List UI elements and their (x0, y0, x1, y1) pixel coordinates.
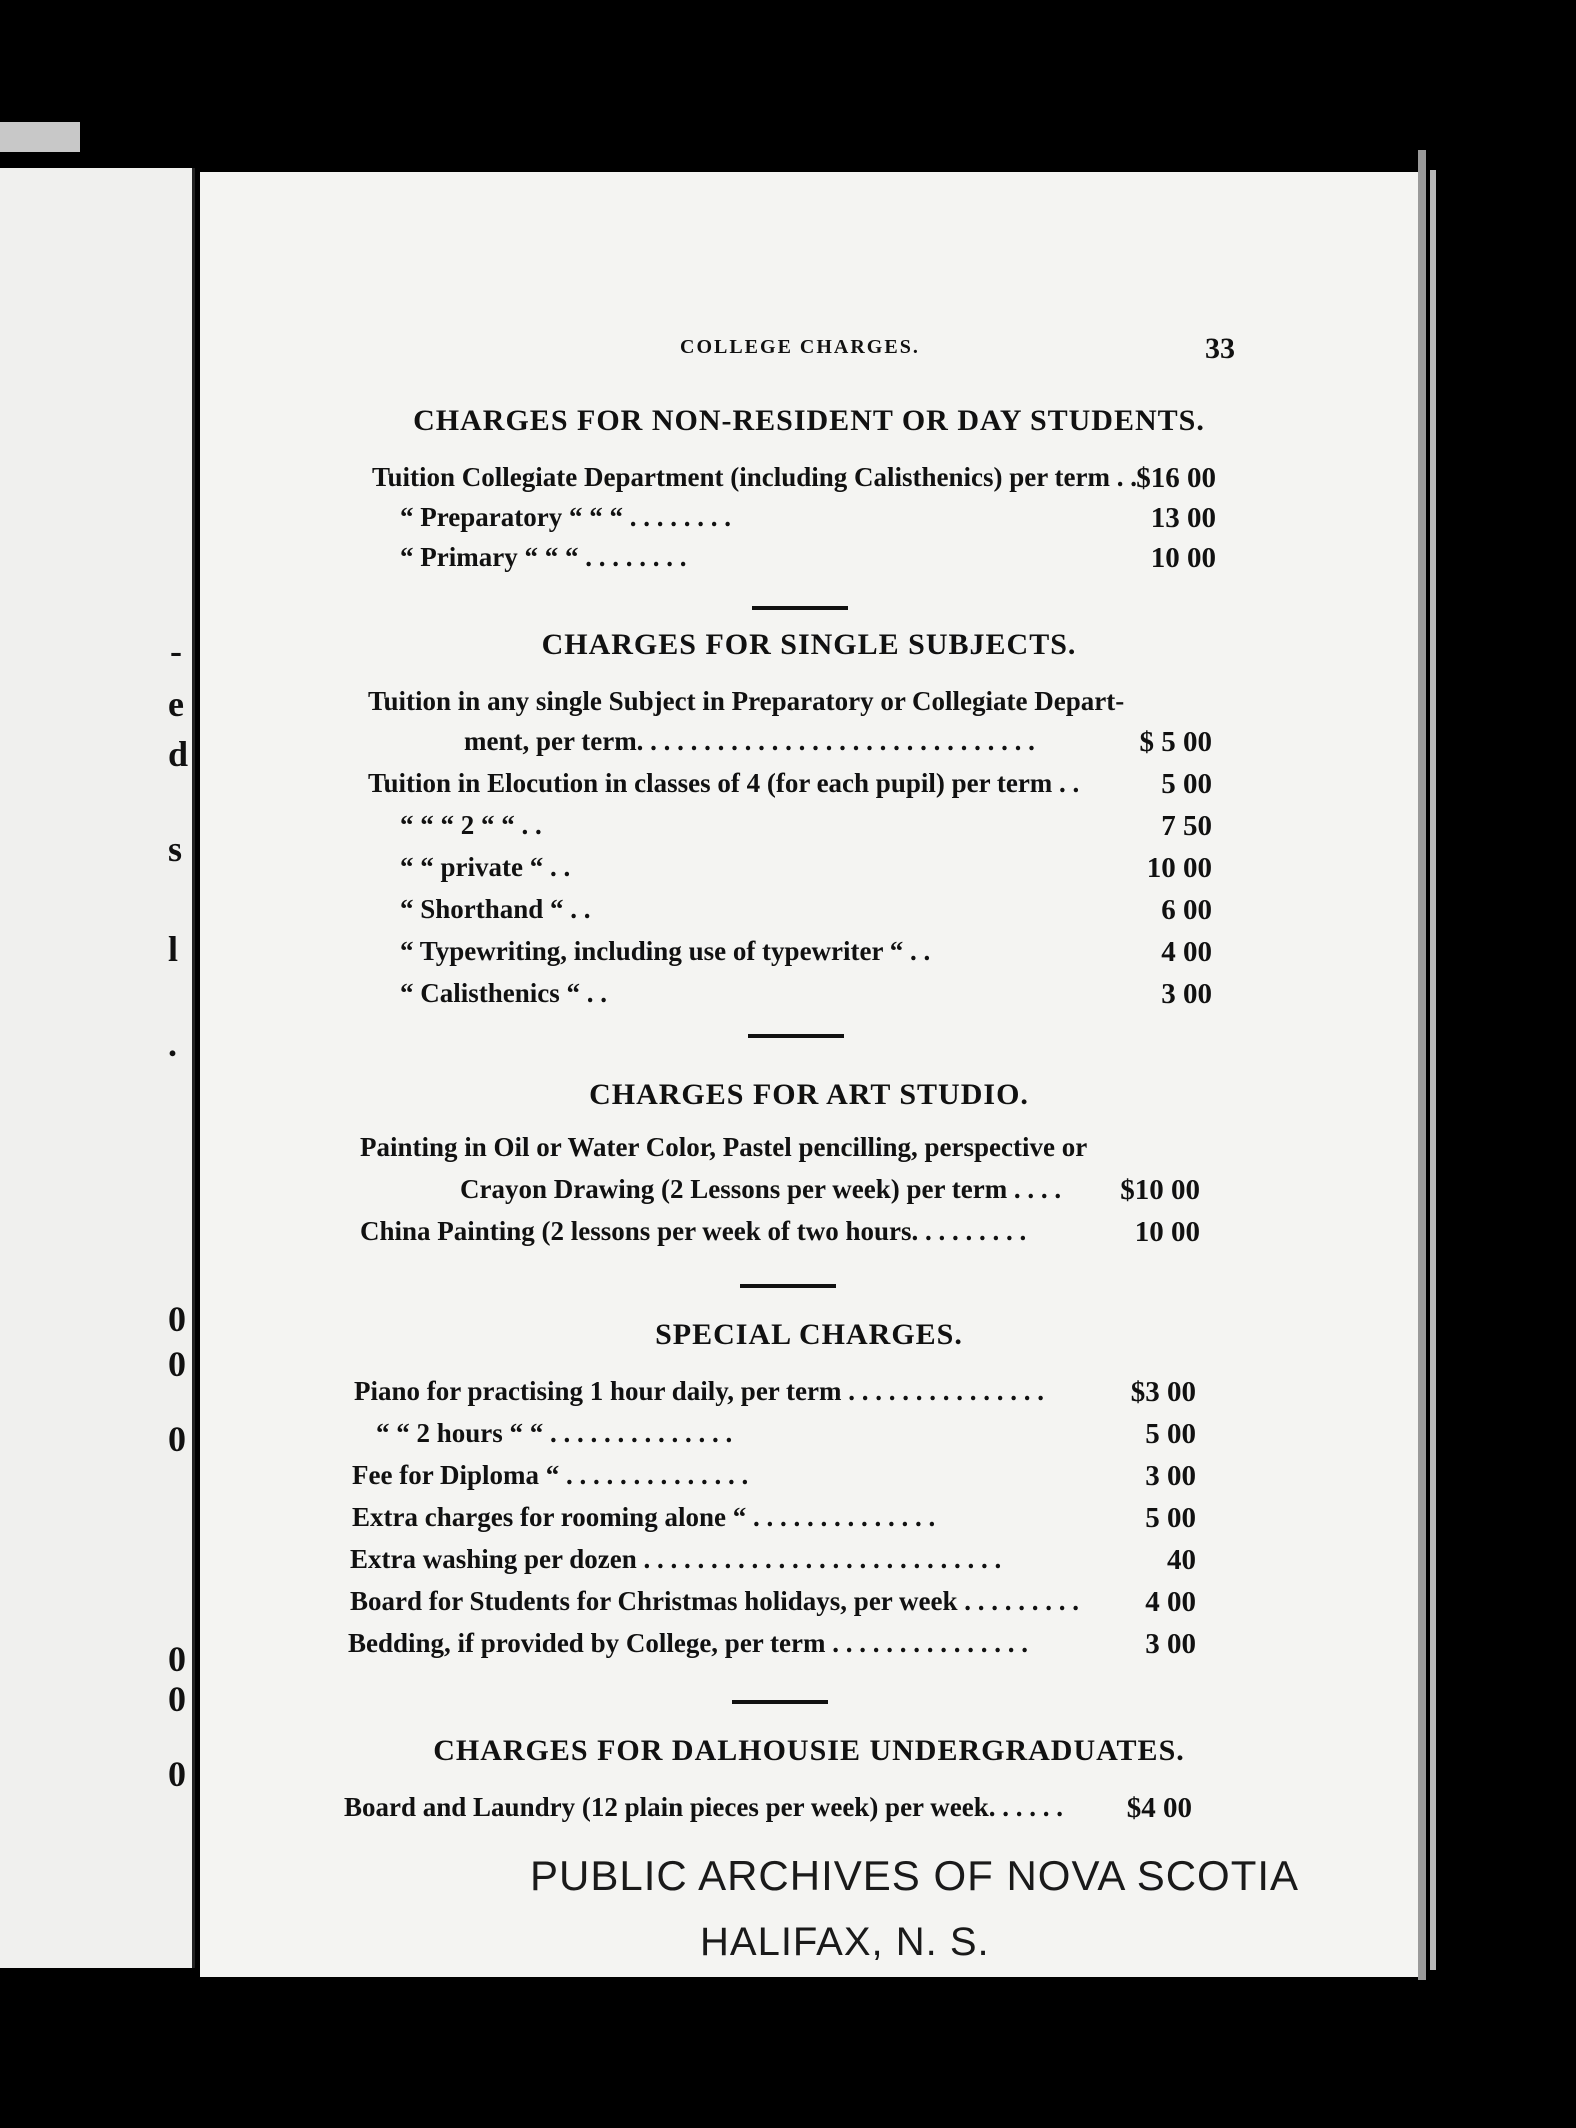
left-fragment: 0 (168, 1299, 186, 1339)
left-fragment: l (168, 929, 179, 969)
charge-amount: 40 (1167, 1544, 1196, 1576)
charge-amount: 3 00 (1145, 1628, 1196, 1660)
charge-amount: 5 00 (1145, 1502, 1196, 1534)
charge-amount: 7 50 (1161, 810, 1212, 842)
section-title: SPECIAL CHARGES. (655, 1318, 963, 1351)
charge-amount: $3 00 (1130, 1376, 1196, 1408)
section-rule (732, 1700, 828, 1704)
charge-line: “ “ private “ . . (400, 852, 571, 882)
charge-line: Tuition Collegiate Department (including Calisthenics) per term . . (372, 462, 1137, 492)
charge-line: “ Primary “ “ “ . . . . . . . . (400, 542, 687, 572)
charge-line: Extra charges for rooming alone “ . . . . . . . . . . . . . . (352, 1502, 936, 1532)
section-rule (748, 1034, 844, 1038)
charge-line: “ Calisthenics “ . . (400, 978, 608, 1008)
archive-stamp-line1: PUBLIC ARCHIVES OF NOVA SCOTIA (530, 1852, 1300, 1899)
charge-line: China Painting (2 lessons per week of two hours. . . . . . . . . (360, 1216, 1027, 1246)
charge-line: ment, per term. . . . . . . . . . . . . . . . . . . . . . . . . . . . . . (464, 726, 1035, 756)
charge-line: “ “ 2 hours “ “ . . . . . . . . . . . . . . (376, 1418, 733, 1448)
charge-line: Painting in Oil or Water Color, Pastel pencilling, perspective or (360, 1132, 1088, 1162)
section-title: CHARGES FOR ART STUDIO. (589, 1078, 1029, 1111)
left-fragment: 0 (168, 1419, 186, 1459)
charge-line: “ Preparatory “ “ “ . . . . . . . . (400, 502, 731, 532)
archive-stamp-line2: HALIFAX, N. S. (700, 1920, 990, 1964)
left-fragment: 0 (168, 1344, 186, 1384)
left-fragment: e (168, 684, 184, 724)
section-rule (752, 606, 848, 610)
charge-amount: 5 00 (1145, 1418, 1196, 1450)
section-title: CHARGES FOR DALHOUSIE UNDERGRADUATES. (433, 1734, 1185, 1767)
charge-amount: 6 00 (1161, 894, 1212, 926)
left-fragment: 0 (168, 1639, 186, 1679)
section-rule (740, 1284, 836, 1288)
running-head: COLLEGE CHARGES. (680, 336, 920, 358)
charge-line: Fee for Diploma “ . . . . . . . . . . . . . . (352, 1460, 749, 1490)
charge-amount: 10 00 (1146, 852, 1212, 884)
charge-amount: $ 5 00 (1139, 726, 1212, 758)
charge-line: Bedding, if provided by College, per term . . . . . . . . . . . . . . . (348, 1628, 1028, 1658)
charge-line: “ Typewriting, including use of typewriter “ . . (400, 936, 931, 966)
charge-amount: 3 00 (1161, 978, 1212, 1010)
page-content (200, 172, 1418, 1977)
charge-line: Extra washing per dozen . . . . . . . . . . . . . . . . . . . . . . . . . . . (350, 1544, 1002, 1574)
book-page (200, 172, 1418, 1977)
left-fragment: d (168, 734, 189, 774)
charge-amount: 4 00 (1161, 936, 1212, 968)
charge-line: Crayon Drawing (2 Lessons per week) per term . . . . (460, 1174, 1062, 1204)
charge-line: Tuition in Elocution in classes of 4 (for each pupil) per term . . (368, 768, 1080, 798)
charge-amount: $10 00 (1120, 1174, 1200, 1206)
facing-page-fragment (0, 168, 195, 1968)
charge-amount: $16 00 (1136, 462, 1216, 494)
left-fragment: . (168, 1024, 177, 1064)
page-edge (1418, 150, 1426, 1980)
left-page-strip (0, 122, 80, 152)
charge-line: Board and Laundry (12 plain pieces per week) per week. . . . . . (344, 1792, 1064, 1822)
charge-amount: 4 00 (1145, 1586, 1196, 1618)
left-fragment: - (170, 631, 182, 671)
charge-amount: $4 00 (1126, 1792, 1192, 1824)
left-fragment: s (168, 829, 183, 869)
charge-line: Tuition in any single Subject in Preparatory or Collegiate Depart- (368, 686, 1125, 716)
charge-amount: 5 00 (1161, 768, 1212, 800)
charge-line: “ “ “ 2 “ “ . . (400, 810, 542, 840)
charge-amount: 10 00 (1150, 542, 1216, 574)
charge-amount: 13 00 (1150, 502, 1216, 534)
page-number: 33 (1205, 332, 1235, 365)
section-title: CHARGES FOR SINGLE SUBJECTS. (541, 628, 1077, 661)
page-edge (1430, 170, 1436, 1970)
charge-amount: 3 00 (1145, 1460, 1196, 1492)
charge-line: Piano for practising 1 hour daily, per term . . . . . . . . . . . . . . . (354, 1376, 1045, 1406)
charge-amount: 10 00 (1134, 1216, 1200, 1248)
left-fragment: 0 (168, 1679, 186, 1719)
section-title: CHARGES FOR NON-RESIDENT OR DAY STUDENTS. (413, 404, 1205, 437)
charge-line: “ Shorthand “ . . (400, 894, 591, 924)
charge-line: Board for Students for Christmas holidays, per week . . . . . . . . . (350, 1586, 1080, 1616)
left-fragment: 0 (168, 1754, 186, 1794)
